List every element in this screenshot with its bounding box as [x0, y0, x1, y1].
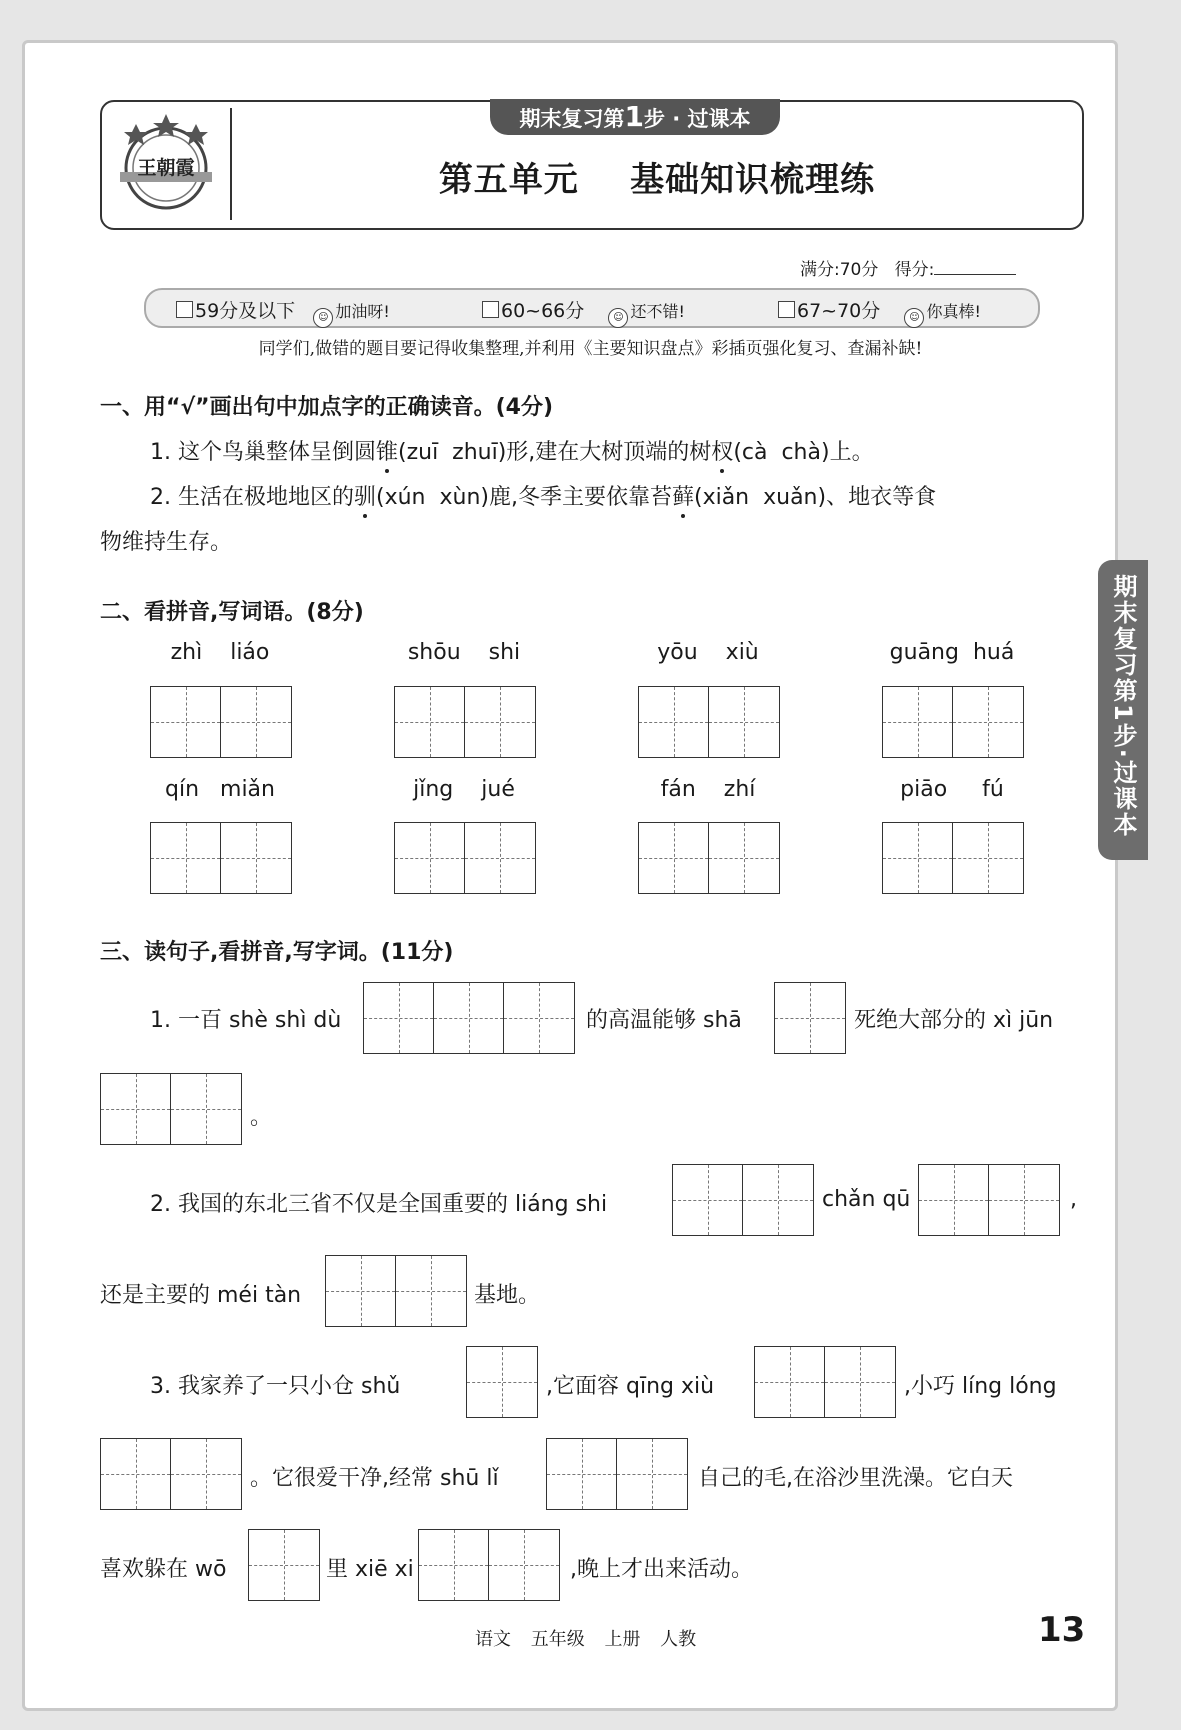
writing-grid[interactable]	[363, 982, 575, 1054]
face-icon: ☺	[313, 308, 333, 328]
writing-grid[interactable]	[150, 822, 292, 894]
s3-text-h: ,晚上才出来活动。	[570, 1557, 753, 1582]
writing-grid[interactable]	[882, 822, 1024, 894]
grade-option-mid[interactable]: 60~66分 ☺ 还不错!	[482, 296, 685, 328]
grade-option-low[interactable]: 59分及以下 ☺ 加油呀!	[176, 296, 390, 328]
s2-text-d: 还是主要的 méi tàn	[100, 1283, 302, 1308]
pinyin-label: yōu xiù	[657, 640, 759, 665]
face-icon: ☺	[904, 308, 924, 328]
s1-text-b: 的高温能够 shā	[586, 1008, 742, 1033]
score-line	[800, 255, 1016, 280]
side-tab: 期末复习第1步·过课本	[1098, 560, 1148, 860]
section2-heading: 二、看拼音,写词语。(8分)	[100, 600, 364, 625]
writing-grid[interactable]	[882, 686, 1024, 758]
pinyin-label: guāng huá	[889, 640, 1015, 665]
writing-grid[interactable]	[774, 982, 846, 1054]
page-number: 13	[1038, 1610, 1086, 1650]
publisher-logo	[116, 110, 216, 218]
full-score: 满分:70分	[800, 260, 879, 280]
checkbox-icon[interactable]	[778, 301, 795, 318]
s2-text-b: chǎn qū	[822, 1187, 911, 1212]
checkbox-icon[interactable]	[176, 301, 193, 318]
header-box	[100, 100, 1084, 230]
svg-text:王朝霞: 王朝霞	[137, 157, 195, 179]
study-note: 同学们,做错的题目要记得收集整理,并利用《主要知识盘点》彩插页强化复习、查漏补缺!	[258, 339, 923, 359]
grade-bar	[144, 288, 1040, 328]
s2-text-e: 基地。	[474, 1283, 541, 1308]
section3-heading: 三、读句子,看拼音,写字词。(11分)	[100, 940, 454, 965]
footer-info: 语文 五年级 上册 人教	[475, 1629, 697, 1650]
step-tagline: 期末复习第1步 · 过课本	[490, 99, 780, 135]
writing-grid[interactable]	[638, 822, 780, 894]
writing-grid[interactable]	[150, 686, 292, 758]
section1-q2-cont: 物维持生存。	[100, 530, 233, 555]
s1-text-d: 。	[250, 1105, 273, 1130]
score-blank[interactable]	[934, 258, 1016, 275]
writing-grid[interactable]	[248, 1529, 320, 1601]
page-title: 第五单元 基础知识梳理练	[438, 160, 876, 200]
s1-text-a: 1. 一百 shè shì dù	[150, 1008, 342, 1033]
writing-grid[interactable]	[394, 822, 536, 894]
grade-option-high[interactable]: 67~70分 ☺ 你真棒!	[778, 296, 981, 328]
pinyin-label: jǐng jué	[413, 777, 515, 802]
writing-grid[interactable]	[100, 1438, 242, 1510]
s2-text-a: 2. 我国的东北三省不仅是全国重要的 liáng shi	[150, 1192, 608, 1217]
writing-grid[interactable]	[418, 1529, 560, 1601]
s3-text-b: ,它面容 qīng xiù	[546, 1374, 715, 1399]
s3-text-e: 自己的毛,在浴沙里洗澡。它白天	[698, 1466, 1013, 1491]
writing-grid[interactable]	[394, 686, 536, 758]
s3-text-c: ,小巧 líng lóng	[904, 1374, 1057, 1399]
pinyin-label: fán zhí	[660, 777, 756, 802]
checkbox-icon[interactable]	[482, 301, 499, 318]
s3-text-d: 。它很爱干净,经常 shū lǐ	[250, 1466, 499, 1491]
s1-text-c: 死绝大部分的 xì jūn	[854, 1008, 1054, 1033]
got-score-label: 得分:	[894, 260, 935, 280]
section1-heading: 一、用“√”画出句中加点字的正确读音。(4分)	[100, 395, 554, 420]
section1-q2: 2. 生活在极地地区的驯(xún xùn)鹿,冬季主要依靠苔藓(xiǎn xuǎn)、地衣等食	[150, 485, 937, 510]
pinyin-label: shōu shi	[407, 640, 521, 665]
writing-grid[interactable]	[918, 1164, 1060, 1236]
s3-text-f: 喜欢躲在 wō	[100, 1557, 227, 1582]
writing-grid[interactable]	[546, 1438, 688, 1510]
pinyin-label: piāo fú	[900, 777, 1004, 802]
writing-grid[interactable]	[672, 1164, 814, 1236]
writing-grid[interactable]	[754, 1346, 896, 1418]
pinyin-label: zhì liáo	[170, 640, 270, 665]
pinyin-label: qín miǎn	[165, 777, 275, 802]
s3-text-a: 3. 我家养了一只小仓 shǔ	[150, 1374, 401, 1399]
writing-grid[interactable]	[638, 686, 780, 758]
writing-grid[interactable]	[100, 1073, 242, 1145]
writing-grid[interactable]	[325, 1255, 467, 1327]
writing-grid[interactable]	[466, 1346, 538, 1418]
section1-q1: 1. 这个鸟巢整体呈倒圆锥(zuī zhuī)形,建在大树顶端的树杈(cà chà)上。	[150, 440, 874, 465]
face-icon: ☺	[608, 308, 628, 328]
s2-text-c: ,	[1070, 1187, 1077, 1212]
s3-text-g: 里 xiē xi	[326, 1557, 414, 1582]
